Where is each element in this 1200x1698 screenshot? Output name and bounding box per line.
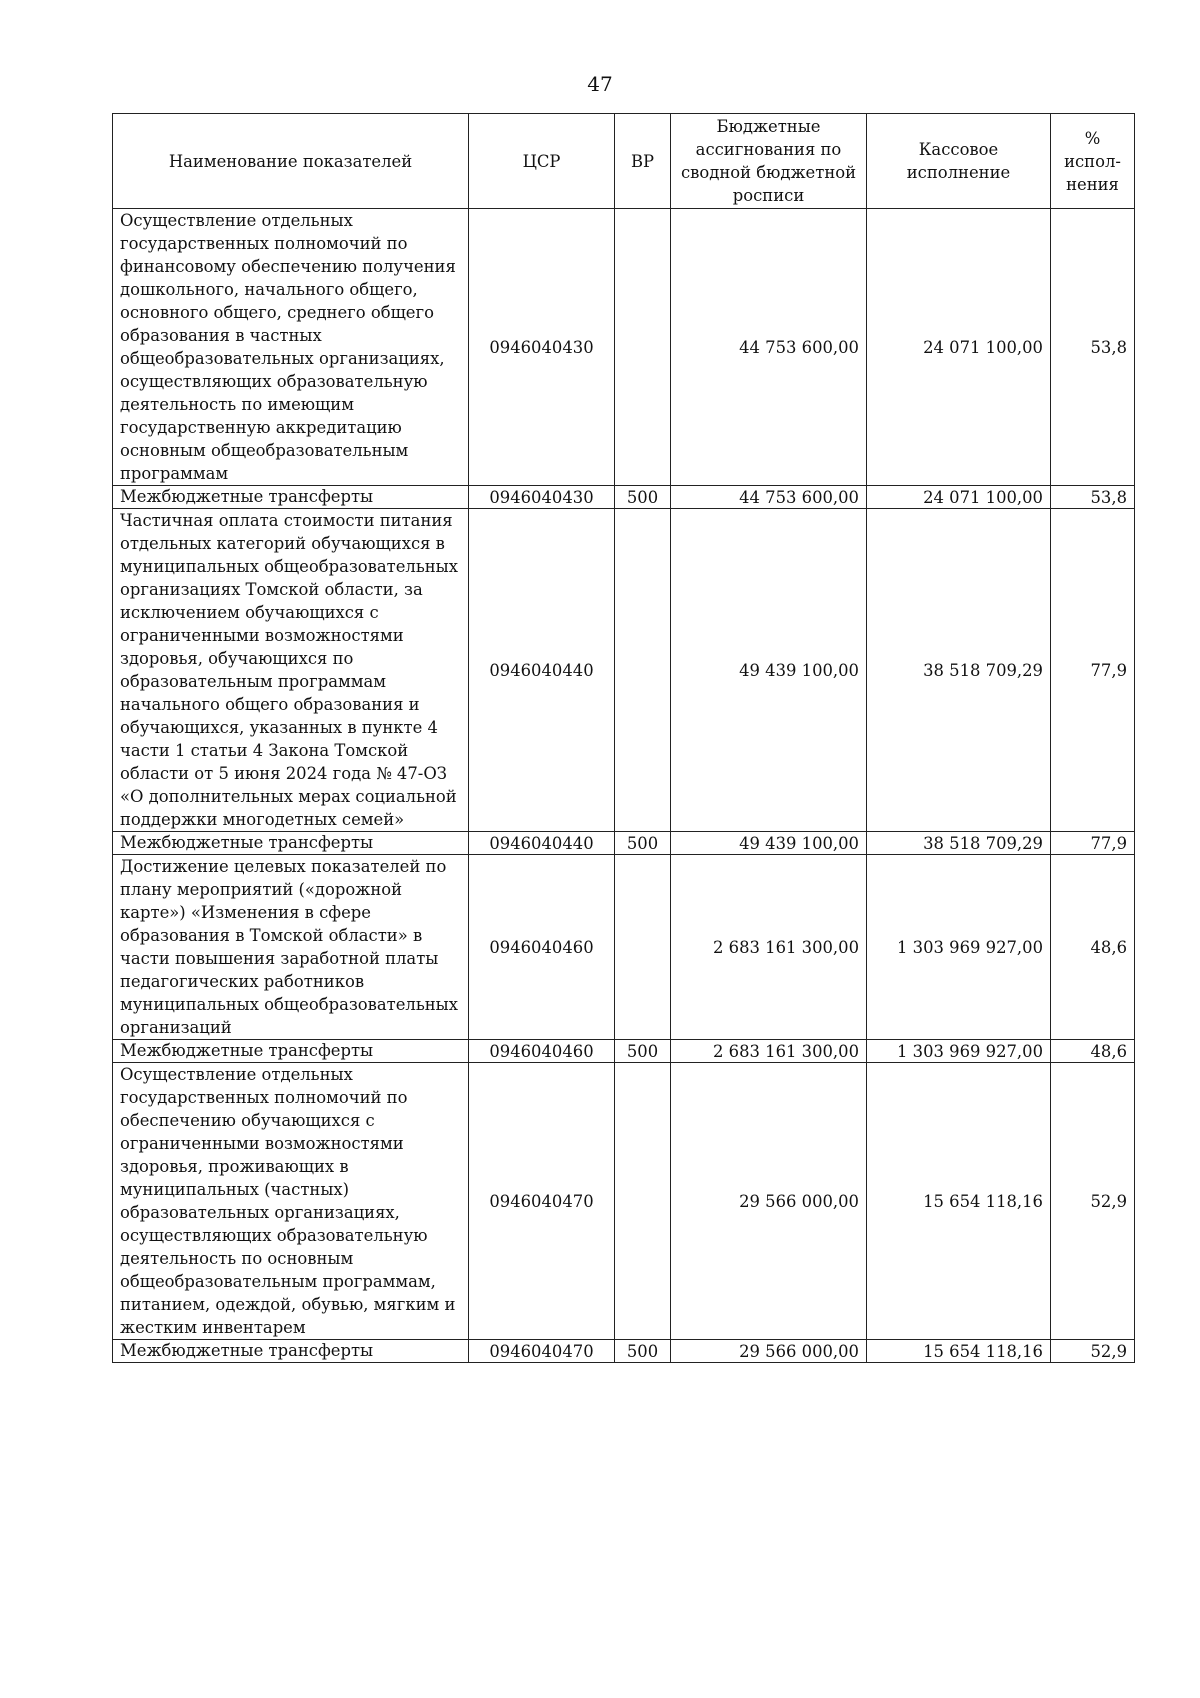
- row-cash: 1 303 969 927,00: [867, 1040, 1051, 1063]
- row-vr: [615, 509, 671, 832]
- row-budget: 2 683 161 300,00: [671, 1040, 867, 1063]
- table-row: [113, 1340, 1135, 1363]
- row-vr: 500: [615, 1040, 671, 1063]
- row-cash: 24 071 100,00: [867, 209, 1051, 486]
- row-csr: 0946040460: [469, 1040, 615, 1063]
- row-budget: 29 566 000,00: [671, 1340, 867, 1363]
- row-pct: 53,8: [1051, 209, 1135, 486]
- table-row: [113, 832, 1135, 855]
- row-cash: 24 071 100,00: [867, 486, 1051, 509]
- row-pct: 52,9: [1051, 1340, 1135, 1363]
- row-budget: 44 753 600,00: [671, 486, 867, 509]
- table-row: [113, 209, 1135, 486]
- row-name: Межбюджетные трансферты: [113, 832, 469, 855]
- row-vr: [615, 855, 671, 1040]
- row-name: Межбюджетные трансферты: [113, 1040, 469, 1063]
- row-cash: 15 654 118,16: [867, 1340, 1051, 1363]
- header-pct: % испол- нения: [1051, 114, 1135, 209]
- row-cash: 38 518 709,29: [867, 832, 1051, 855]
- row-budget: 44 753 600,00: [671, 209, 867, 486]
- row-vr: 500: [615, 1340, 671, 1363]
- header-budget: Бюджетные ассигнования по сводной бюджетной росписи: [671, 114, 867, 209]
- row-csr: 0946040440: [469, 832, 615, 855]
- row-cash: 15 654 118,16: [867, 1063, 1051, 1340]
- row-csr: 0946040430: [469, 486, 615, 509]
- row-pct: 77,9: [1051, 832, 1135, 855]
- row-pct: 53,8: [1051, 486, 1135, 509]
- header-csr: ЦСР: [469, 114, 615, 209]
- row-pct: 77,9: [1051, 509, 1135, 832]
- row-pct: 48,6: [1051, 855, 1135, 1040]
- row-name: Осуществление отдельных государственных полномочий по обеспечению обучающихся с ограниченными возможностями здоровья, проживающих в муниципальных (частных) образовательных организациях, осуществляющих образовательную деятельность по основным общеобразовательным программам, питанием, одеждой, обувью, мягким и жестким инвентарем: [113, 1063, 469, 1340]
- row-name: Межбюджетные трансферты: [113, 1340, 469, 1363]
- row-pct: 52,9: [1051, 1063, 1135, 1340]
- row-name: Осуществление отдельных государственных полномочий по финансовому обеспечению получения дошкольного, начального общего, основного общего, среднего общего образования в частных общеобразовательных организациях, осуществляющих образовательную деятельность по имеющим государственную аккредитацию основным общеобразовательным программам: [113, 209, 469, 486]
- row-csr: 0946040440: [469, 509, 615, 832]
- row-csr: 0946040470: [469, 1063, 615, 1340]
- row-name: Достижение целевых показателей по плану мероприятий («дорожной карте») «Изменения в сфере образования в Томской области» в части повышения заработной платы педагогических работников муниципальных общеобразовательных организаций: [113, 855, 469, 1040]
- row-vr: 500: [615, 486, 671, 509]
- row-cash: 38 518 709,29: [867, 509, 1051, 832]
- row-budget: 49 439 100,00: [671, 509, 867, 832]
- row-pct: 48,6: [1051, 1040, 1135, 1063]
- table-row: [113, 509, 1135, 832]
- row-budget: 2 683 161 300,00: [671, 855, 867, 1040]
- row-vr: [615, 1063, 671, 1340]
- row-csr: 0946040430: [469, 209, 615, 486]
- row-name: Частичная оплата стоимости питания отдельных категорий обучающихся в муниципальных общеобразовательных организациях Томской области, за исключением обучающихся с ограниченными возможностями здоровья, обучающихся по образовательным программам начального общего образования и обучающихся, указанных в пункте 4 части 1 статьи 4 Закона Томской области от 5 июня 2024 года № 47-ОЗ «О дополнительных мерах социальной поддержки многодетных семей»: [113, 509, 469, 832]
- row-name: Межбюджетные трансферты: [113, 486, 469, 509]
- table-row: [113, 1040, 1135, 1063]
- row-vr: [615, 209, 671, 486]
- row-budget: 29 566 000,00: [671, 1063, 867, 1340]
- row-csr: 0946040460: [469, 855, 615, 1040]
- budget-execution-table: [112, 113, 1135, 1363]
- table-row: [113, 855, 1135, 1040]
- header-cash: Кассовое исполнение: [867, 114, 1051, 209]
- header-vr: ВР: [615, 114, 671, 209]
- page-number: 47: [587, 72, 613, 96]
- header-name: Наименование показателей: [113, 114, 469, 209]
- row-budget: 49 439 100,00: [671, 832, 867, 855]
- table-header-row: [113, 114, 1135, 209]
- row-cash: 1 303 969 927,00: [867, 855, 1051, 1040]
- table-row: [113, 1063, 1135, 1340]
- table-row: [113, 486, 1135, 509]
- row-vr: 500: [615, 832, 671, 855]
- row-csr: 0946040470: [469, 1340, 615, 1363]
